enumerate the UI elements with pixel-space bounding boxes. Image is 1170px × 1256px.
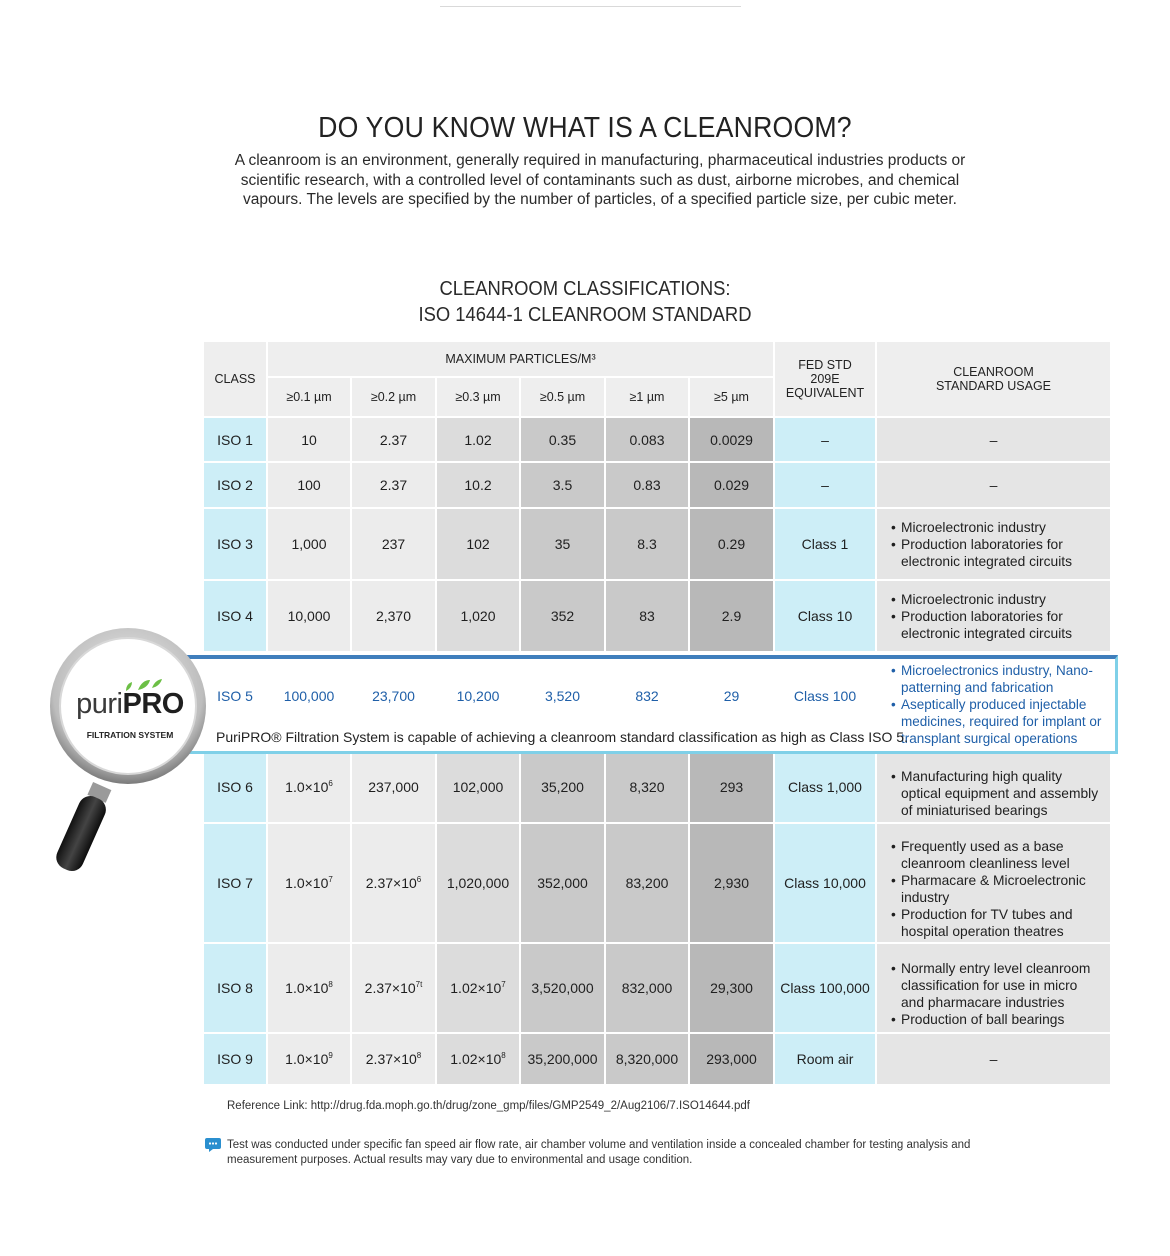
usage-item: • Microelectronics industry, Nano-patterning and fabrication [891,662,1104,696]
value-cell: 102 [437,509,521,581]
value-cell [268,824,352,944]
subtitle-line-2: ISO 14644-1 CLEANROOM STANDARD [418,304,752,326]
value-cell: 293,000 [690,1034,775,1086]
value-cell: 2.37 [352,463,437,509]
fed-cell: Class 10 [775,581,877,653]
disclaimer-text: Test was conducted under specific fan speed air flow rate, air chamber volume and ventilation inside a concealed chamber for testing analysis and measurement purposes. Actual results may vary due to environmental and usage condition. [227,1139,971,1166]
value-cell: 100 [268,463,352,509]
value-cell: 237 [352,509,437,581]
value-cell [268,1034,352,1086]
value-cell: 352 [521,581,606,653]
value-cell: 102,000 [437,752,521,824]
class-cell: ISO 7 [204,824,268,944]
usage-item: • Production laboratories for electronic integrated circuits [891,608,1104,642]
value-exp: 6 [416,875,422,884]
value-exp: 9 [328,1051,333,1060]
fed-cell: Room air [775,1034,877,1086]
usage-cell: – [877,418,1112,463]
value-base: 2.37×10 [365,1051,417,1067]
value-base: 2.37×10 [365,875,417,891]
value-cell: 8.3 [606,509,690,581]
header-size: ≥0.5 µm [521,378,606,418]
value-cell: 0.0029 [690,418,775,463]
value-cell [437,1034,521,1086]
usage-item: • Manufacturing high quality optical equipment and assembly of miniaturised bearings [891,768,1104,819]
value-cell: 8,320,000 [606,1034,690,1086]
value-cell: 83 [606,581,690,653]
value-base: 1.0×10 [285,779,329,795]
usage-cell: – [877,1034,1112,1086]
value-exp: 8 [328,980,333,989]
usage-item: • Normally entry level cleanroom classification for use in micro and pharmacare industries [891,960,1104,1011]
table-row [204,1034,1112,1086]
header-size: ≥0.2 µm [352,378,437,418]
table-row [204,944,1112,1034]
value-cell [268,752,352,824]
header-usage [877,342,1112,418]
value-cell: 35 [521,509,606,581]
iso5-note: PuriPRO® Filtration System is capable of achieving a cleanroom standard classification as high as Class ISO 5. [216,729,908,745]
logo-wordmark [70,688,190,721]
value-cell: 2.37 [352,418,437,463]
usage-cell [877,653,1112,752]
value-cell: 1.02 [437,418,521,463]
value-cell: 0.029 [690,463,775,509]
subtitle-line-1: CLEANROOM CLASSIFICATIONS: [439,278,731,300]
value-cell: 2,930 [690,824,775,944]
header-size: ≥0.1 µm [268,378,352,418]
usage-item: • Aseptically produced injectable medicines, required for implant or transplant surgical operations [891,696,1104,747]
reference-link[interactable]: Reference Link: http://drug.fda.moph.go.th/drug/zone_gmp/files/GMP2549_2/Aug2106/7.ISO14644.pdf [227,1100,750,1112]
table-row [204,418,1112,463]
class-cell: ISO 1 [204,418,268,463]
usage-item: • Production for TV tubes and hospital operation theatres [891,906,1104,940]
class-cell: ISO 6 [204,752,268,824]
speech-bubble-icon [205,1137,221,1153]
fed-cell: Class 1,000 [775,752,877,824]
value-cell: 832 [606,653,690,752]
usage-item: • Microelectronic industry [891,519,1104,536]
header-size: ≥5 µm [690,378,775,418]
value-exp: 8 [501,1051,506,1060]
value-cell: 0.29 [690,509,775,581]
value-cell: 352,000 [521,824,606,944]
intro-paragraph: A cleanroom is an environment, generally required in manufacturing, pharmaceutical industries products or scientific research, with a controlled level of contaminants such as dust, airborne microbes, and chemical vapours. The levels are specified by the number of particles, of a specified particle size, per cubic meter. [234,152,966,208]
table-row [204,824,1112,944]
class-cell: ISO 3 [204,509,268,581]
usage-item: • Production laboratories for electronic integrated circuits [891,536,1104,570]
header-class: CLASS [204,342,268,418]
value-cell: 10.2 [437,463,521,509]
value-cell: 29 [690,653,775,752]
usage-cell [877,509,1112,581]
header-size: ≥0.3 µm [437,378,521,418]
header-fed-label: FED STD 209E EQUIVALENT [785,358,865,400]
class-cell: ISO 4 [204,581,268,653]
logo-brand-puri: puri [76,688,123,720]
fed-cell: Class 1 [775,509,877,581]
table-row [204,509,1112,581]
value-cell: 23,700 [352,653,437,752]
logo-brand-pro: PRO [122,688,184,720]
value-cell: 1,020 [437,581,521,653]
logo-tagline: FILTRATION SYSTEM [86,730,174,740]
value-cell: 0.83 [606,463,690,509]
fed-cell: Class 100 [775,653,877,752]
usage-cell: – [877,463,1112,509]
value-cell: 1,000 [268,509,352,581]
value-cell: 100,000 [268,653,352,752]
value-cell: 35,200,000 [521,1034,606,1086]
class-cell: ISO 9 [204,1034,268,1086]
usage-cell [877,944,1112,1034]
header-fed-std [775,342,877,418]
value-base: 1.0×10 [285,980,329,996]
value-base: 1.0×10 [285,1051,329,1067]
value-cell: 35,200 [521,752,606,824]
header-size: ≥1 µm [606,378,690,418]
value-cell: 10 [268,418,352,463]
usage-item: • Production of ball bearings [891,1011,1104,1028]
header-usage-label: CLEANROOM STANDARD USAGE [935,365,1052,393]
table-subtitle [47,276,1123,328]
usage-item: • Microelectronic industry [891,591,1104,608]
table-row [204,581,1112,653]
value-cell: 8,320 [606,752,690,824]
value-cell: 2.9 [690,581,775,653]
value-cell [437,944,521,1034]
class-cell: ISO 2 [204,463,268,509]
fed-cell: Class 10,000 [775,824,877,944]
usage-cell [877,752,1112,824]
value-cell: 293 [690,752,775,824]
value-base: 2.37×10 [364,980,416,996]
top-divider [440,6,741,7]
value-base: 1.0×10 [285,875,329,891]
class-cell: ISO 5 [204,653,268,752]
value-exp: 8 [416,1051,422,1060]
value-cell [268,944,352,1034]
cleanroom-table [204,342,1112,1086]
value-cell: 10,200 [437,653,521,752]
value-cell: 29,300 [690,944,775,1034]
value-cell: 3.5 [521,463,606,509]
value-exp: 6 [328,779,333,788]
puripro-magnifier-logo [30,628,230,878]
fed-cell: – [775,418,877,463]
page-title: DO YOU KNOW WHAT IS A CLEANROOM? [318,112,852,144]
table-row [204,463,1112,509]
value-cell [352,1034,437,1086]
value-cell: 0.35 [521,418,606,463]
value-exp: 7t [415,980,423,989]
table-row [204,752,1112,824]
fed-cell: – [775,463,877,509]
fed-cell: Class 100,000 [775,944,877,1034]
value-cell: 0.083 [606,418,690,463]
usage-item: • Pharmacare & Microelectronic industry [891,872,1104,906]
value-exp: 7 [501,980,506,989]
value-cell: 3,520 [521,653,606,752]
value-cell: 3,520,000 [521,944,606,1034]
value-cell [352,944,437,1034]
header-max-particles: MAXIMUM PARTICLES/M³ [268,342,775,378]
value-cell: 2,370 [352,581,437,653]
value-cell: 237,000 [352,752,437,824]
value-cell: 1,020,000 [437,824,521,944]
value-cell [352,824,437,944]
value-base: 1.02×10 [450,1051,502,1067]
value-exp: 7 [328,875,333,884]
class-cell: ISO 8 [204,944,268,1034]
usage-item: • Frequently used as a base cleanroom cleanliness level [891,838,1104,872]
usage-cell [877,581,1112,653]
value-cell: 83,200 [606,824,690,944]
value-cell: 832,000 [606,944,690,1034]
value-base: 1.02×10 [450,980,502,996]
usage-cell [877,824,1112,944]
value-cell: 10,000 [268,581,352,653]
